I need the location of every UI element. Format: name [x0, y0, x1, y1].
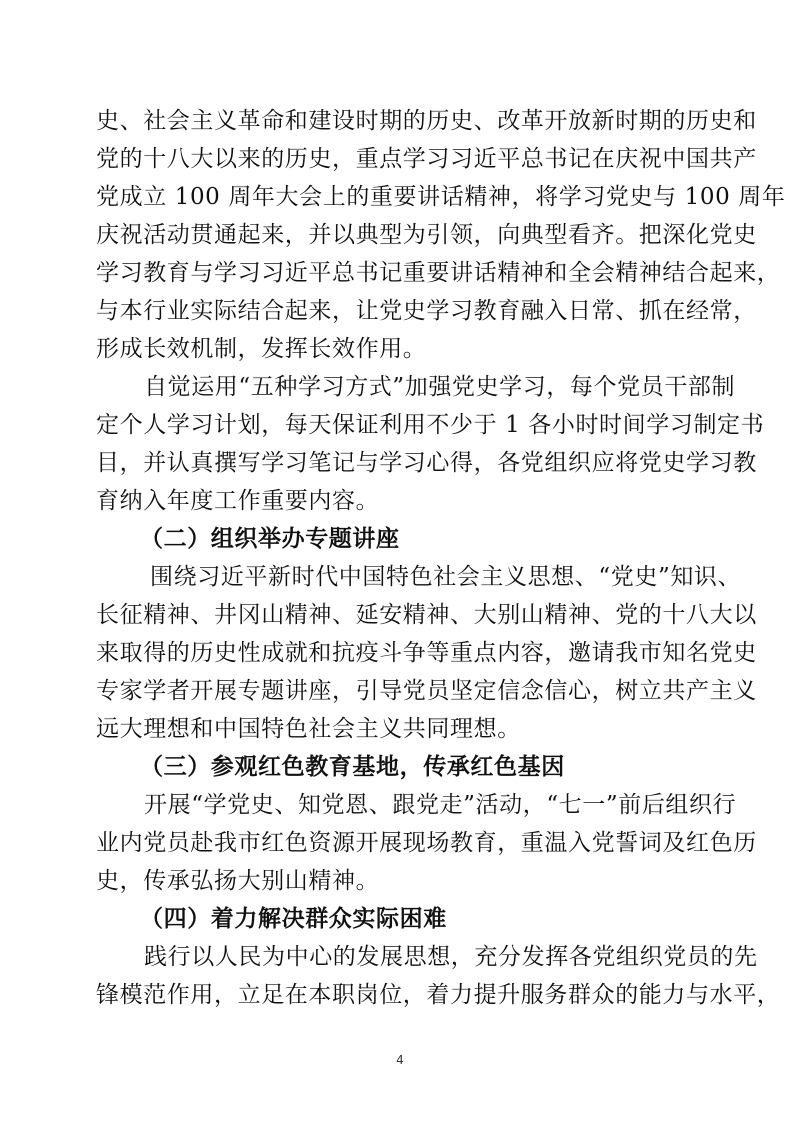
body-text-line: 党成立 100 周年大会上的重要讲话精神，将学习党史与 100 周年 [96, 184, 786, 210]
body-text-line: 定个人学习计划，每天保证利用不少于 1 各小时时间学习制定书 [96, 412, 765, 438]
body-text-line: 形成长效机制，发挥长效作用。 [96, 336, 427, 362]
body-text-line: 来取得的历史性成就和抗疫斗争等重点内容，邀请我市知名党史 [96, 640, 757, 666]
paragraph-first-line: 围绕习近平新时代中国特色社会主义思想、“党史”知识、 [150, 564, 742, 590]
paragraph-first-line: 开展“学党史、知党恩、跟党走”活动，“七一”前后组织行 [144, 792, 737, 818]
body-text-line: 与本行业实际结合起来，让党史学习教育融入日常、抓在经常， [96, 298, 757, 324]
body-text-line: 业内党员赴我市红色资源开展现场教育，重温入党誓词及红色历 [96, 830, 757, 856]
body-text-line: 庆祝活动贯通起来，并以典型为引领，向典型看齐。把深化党史 [96, 222, 757, 248]
body-text-line: 专家学者开展专题讲座，引导党员坚定信念信心，树立共产主义 [96, 678, 757, 704]
page-number: 4 [396, 1053, 404, 1067]
body-text-line: 远大理想和中国特色社会主义共同理想。 [96, 716, 521, 742]
body-text-line: 史、社会主义革命和建设时期的历史、改革开放新时期的历史和 [96, 108, 757, 134]
body-text-line: 长征精神、井冈山精神、延安精神、大别山精神、党的十八大以 [96, 602, 757, 628]
body-text-line: 史，传承弘扬大别山精神。 [96, 868, 380, 894]
body-text-line: 育纳入年度工作重要内容。 [96, 488, 380, 514]
body-text-line: 锋模范作用，立足在本职岗位，着力提升服务群众的能力与水平， [96, 982, 781, 1008]
section-heading: （三）参观红色教育基地，传承红色基因 [140, 753, 565, 780]
body-text-line: 目，并认真撰写学习笔记与学习心得，各党组织应将党史学习教 [96, 450, 757, 476]
body-text-line: 党的十八大以来的历史，重点学习习近平总书记在庆祝中国共产 [96, 146, 757, 172]
body-text-line: 学习教育与学习习近平总书记重要讲话精神和全会精神结合起来， [96, 260, 781, 286]
paragraph-first-line: 自觉运用“五种学习方式”加强党史学习，每个党员干部制 [144, 374, 736, 400]
section-heading: （四）着力解决群众实际困难 [140, 905, 447, 932]
section-heading: （二）组织举办专题讲座 [140, 525, 400, 552]
paragraph-first-line: 践行以人民为中心的发展思想，充分发挥各党组织党员的先 [144, 944, 758, 970]
